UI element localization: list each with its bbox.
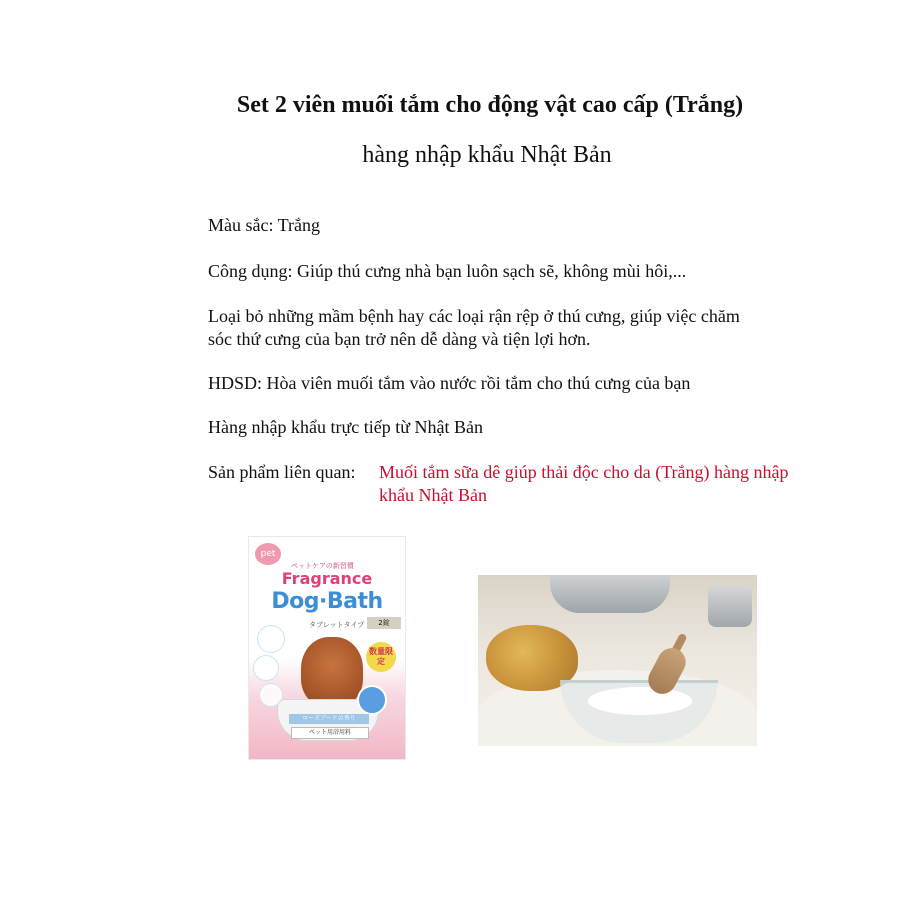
seal-icon [357,685,387,715]
bubble-decoration [253,655,279,681]
product-package-image [249,537,405,759]
related-products-label: Sản phẩm liên quan: [208,462,356,482]
color-line: Màu sắc: Trắng [208,215,320,235]
limited-badge: 数量限定 [366,642,396,672]
bath-salt-photo [478,575,757,746]
package-scent-label: ローズブーケの香り [289,714,369,724]
benefit-paragraph: Loại bỏ những mầm bệnh hay các loại rận rệp ở thú cưng, giúp việc chăm sóc thứ cưng của bạn trở nên dễ dàng và tiện lợi hơn. [208,306,740,349]
package-count: 2錠 [367,617,401,629]
bath-salt [588,687,692,715]
package-name-line1: Fragrance [281,569,373,588]
origin-line: Hàng nhập khẩu trực tiếp từ Nhật Bản [208,417,483,437]
package-name-line2: Dog·Bath [271,589,383,614]
instructions-line: HDSD: Hòa viên muối tắm vào nước rồi tắm cho thú cưng của bạn [208,373,691,393]
related-product-link[interactable]: Muối tắm sữa dê giúp thải độc cho da (Trắng) hàng nhập khẩu Nhật Bản [379,462,789,505]
brand-logo: pet [255,543,281,565]
faucet-spout [550,575,670,613]
package-kind-label: ペット用浴用料 [291,727,369,739]
page-title: Set 2 viên muối tắm cho động vật cao cấp (Trắng) [236,92,744,118]
dog-illustration [301,637,363,707]
faucet-knob [708,585,752,627]
bubble-decoration [257,625,285,653]
page-subtitle: hàng nhập khẩu Nhật Bản [362,142,612,168]
package-top-text: ペットケアの新習慣 [291,562,354,570]
usage-line: Công dụng: Giúp thú cưng nhà bạn luôn sạch sẽ, không mùi hôi,... [208,261,687,281]
package-type-text: タブレットタイプ [309,621,365,629]
